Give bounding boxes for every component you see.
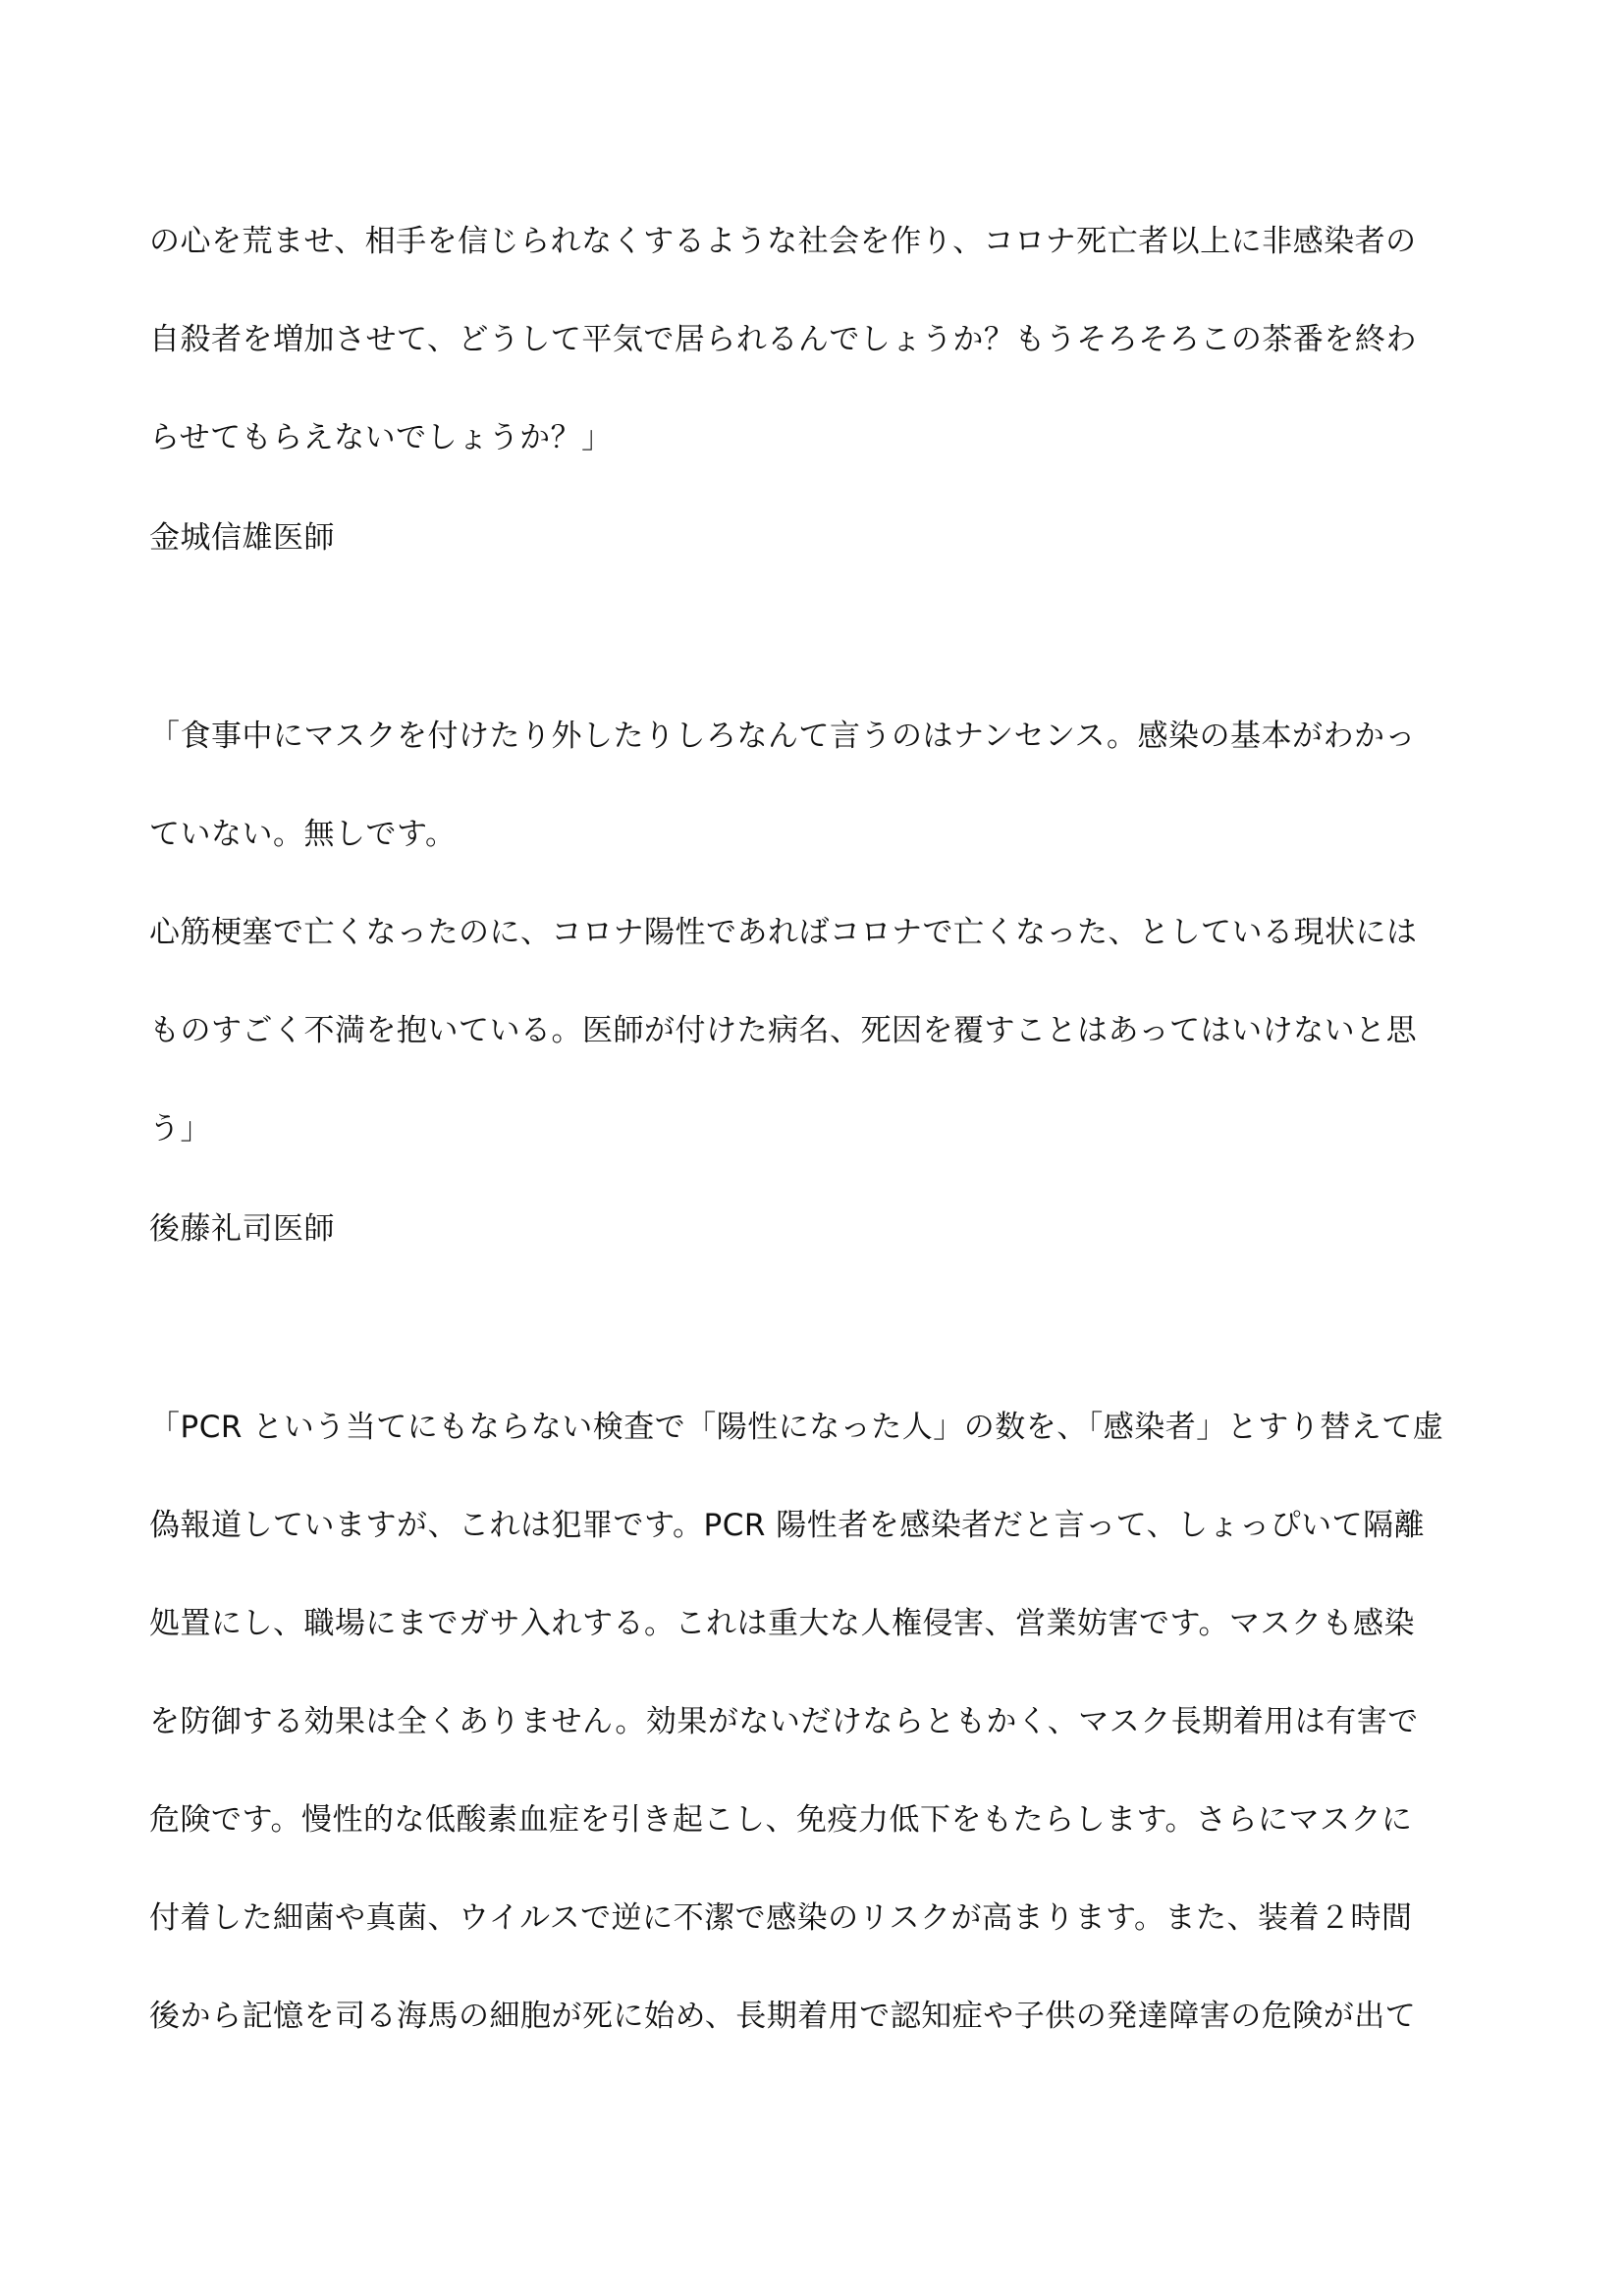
text-line: 処置にし、職場にまでガサ入れする。これは重大な人権侵害、営業妨害です。マスクも感染 xyxy=(149,1606,1416,1641)
text-line: の心を荒ませ、相手を信じられなくするような社会を作り、コロナ死亡者以上に非感染者の xyxy=(149,224,1417,259)
text-line: を防御する効果は全くありません。効果がないだけならともかく、マスク長期着用は有害で xyxy=(149,1704,1419,1739)
text-line: 後から記憶を司る海馬の細胞が死に始め、長期着用で認知症や子供の発達障害の危険が出て xyxy=(149,1999,1417,2034)
text-line: 危険です。慢性的な低酸素血症を引き起こし、免疫力低下をもたらします。さらにマスクに xyxy=(149,1802,1413,1838)
text-line: らせてもらえないでしょうか？」 xyxy=(149,420,613,455)
text-line: 「食事中にマスクを付けたり外したりしろなんて言うのはナンセンス。感染の基本がわかっ xyxy=(149,719,1416,754)
text-line: 心筋梗塞で亡くなったのに、コロナ陽性であればコロナで亡くなった、としている現状には xyxy=(149,915,1418,950)
text-line: う」 xyxy=(149,1111,211,1147)
text-line: 自殺者を増加させて、どうして平気で居られるんでしょうか？もうそろそろこの茶番を終わ xyxy=(149,322,1417,357)
text-line: 「PCR という当てにもならない検査で「陽性になった人」の数を、「感染者」とすり替えて虚 xyxy=(149,1410,1444,1445)
author-name: 後藤礼司医師 xyxy=(149,1211,335,1247)
text-line: 偽報道していますが、これは犯罪です。PCR 陽性者を感染者だと言って、しょっぴいて隔離 xyxy=(149,1508,1426,1543)
text-line: 付着した細菌や真菌、ウイルスで逆に不潔で感染のリスクが高まります。また、装着２時間 xyxy=(149,1900,1413,1936)
text-line: ていない。無しです。 xyxy=(149,817,457,852)
text-line: ものすごく不満を抱いている。医師が付けた病名、死因を覆すことはあってはいけないと思 xyxy=(149,1013,1418,1048)
author-name: 金城信雄医師 xyxy=(149,520,335,556)
